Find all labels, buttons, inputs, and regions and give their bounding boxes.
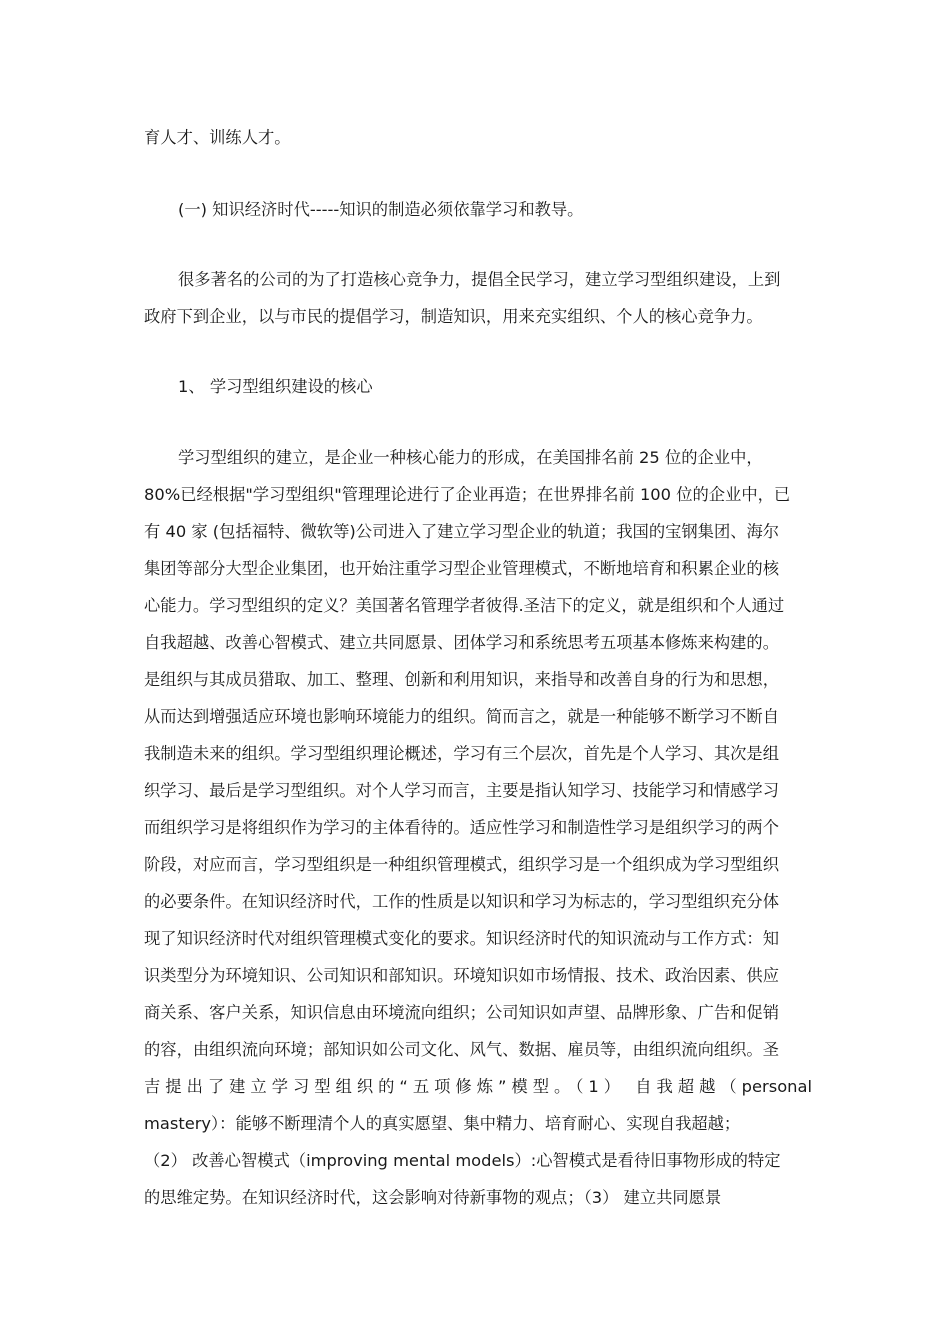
paragraph-line: 现了知识经济时代对组织管理模式变化的要求。知识经济时代的知识流动与工作方式：知 bbox=[144, 929, 779, 948]
paragraph-line: 的必要条件。在知识经济时代，工作的性质是以知识和学习为标志的，学习型组织充分体 bbox=[144, 892, 779, 911]
paragraph-line: 是组织与其成员猎取、加工、整理、创新和利用知识，来指导和改善自身的行为和思想， bbox=[144, 670, 779, 689]
section-heading: (一) 知识经济时代-----知识的制造必须依靠学习和教导。 bbox=[178, 200, 584, 219]
paragraph-line: 政府下到企业，以与市民的提倡学习，制造知识，用来充实组织、个人的核心竞争力。 bbox=[144, 307, 763, 326]
paragraph-continuation: 育人才、训练人才。 bbox=[144, 128, 291, 147]
paragraph-line: 商关系、客户关系，知识信息由环境流向组织；公司知识如声望、品牌形象、广告和促销 bbox=[144, 1003, 779, 1022]
paragraph-line: （2） 改善心智模式（improving mental models）:心智模式是看待旧事物形成的特定 bbox=[144, 1151, 781, 1170]
paragraph-line: 吉提出了建立学习型组织的“五项修炼”模型。（1） 自我超越（personal bbox=[144, 1077, 812, 1096]
paragraph-line: 阶段，对应而言，学习型组织是一种组织管理模式，组织学习是一个组织成为学习型组织 bbox=[144, 855, 779, 874]
paragraph-line: 的容，由组织流向环境；部知识如公司文化、风气、数据、雇员等，由组织流向组织。圣 bbox=[144, 1040, 779, 1059]
paragraph-line: 学习型组织的建立，是企业一种核心能力的形成，在美国排名前 25 位的企业中， bbox=[178, 448, 763, 467]
paragraph-line: 有 40 家 (包括福特、微软等)公司进入了建立学习型企业的轨道；我国的宝钢集团、海尔 bbox=[144, 522, 780, 541]
paragraph-line: 很多著名的公司的为了打造核心竞争力，提倡全民学习，建立学习型组织建设，上到 bbox=[178, 270, 781, 289]
paragraph-line: mastery）：能够不断理清个人的真实愿望、集中精力、培育耐心、实现自我超越； bbox=[144, 1114, 741, 1133]
paragraph-line: 自我超越、改善心智模式、建立共同愿景、团体学习和系统思考五项基本修炼来构建的。 bbox=[144, 633, 779, 652]
paragraph-line: 的思维定势。在知识经济时代，这会影响对待新事物的观点；（3） 建立共同愿景 bbox=[144, 1188, 722, 1207]
paragraph-line: 织学习、最后是学习型组织。对个人学习而言，主要是指认知学习、技能学习和情感学习 bbox=[144, 781, 779, 800]
paragraph-line: 识类型分为环境知识、公司知识和部知识。环境知识如市场情报、技术、政治因素、供应 bbox=[144, 966, 779, 985]
paragraph-line: 心能力。学习型组织的定义？美国著名管理学者彼得.圣洁下的定义，就是组织和个人通过 bbox=[144, 596, 785, 615]
paragraph-line: 从而达到增强适应环境也影响环境能力的组织。简而言之，就是一种能够不断学习不断自 bbox=[144, 707, 779, 726]
paragraph-line: 80%已经根据"学习型组织"管理理论进行了企业再造；在世界排名前 100 位的企业中，已 bbox=[144, 485, 791, 504]
paragraph-line: 集团等部分大型企业集团，也开始注重学习型企业管理模式，不断地培育和积累企业的核 bbox=[144, 559, 779, 578]
paragraph-line: 我制造未来的组织。学习型组织理论概述，学习有三个层次，首先是个人学习、其次是组 bbox=[144, 744, 779, 763]
subsection-heading: 1、 学习型组织建设的核心 bbox=[178, 377, 373, 396]
paragraph-line: 而组织学习是将组织作为学习的主体看待的。适应性学习和制造性学习是组织学习的两个 bbox=[144, 818, 779, 837]
